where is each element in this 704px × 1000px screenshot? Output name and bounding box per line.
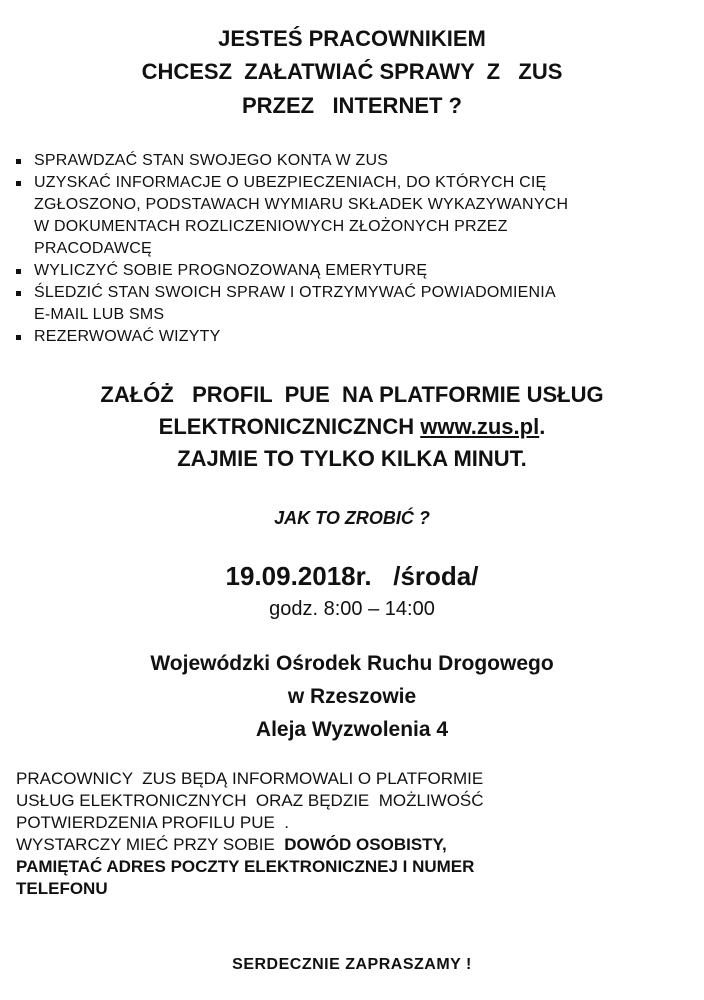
header-line-3: PRZEZ INTERNET ? bbox=[242, 93, 462, 118]
list-item: ŚLEDZIĆ STAN SWOICH SPRAW I OTRZYMYWAĆ POWIADOMIENIA E-MAIL LUB SMS bbox=[14, 282, 694, 326]
info-line: POTWIERDZENIA PROFILU PUE . bbox=[16, 813, 289, 832]
zus-website-link[interactable]: www.zus.pl bbox=[420, 414, 540, 439]
cta-line-3: ZAJMIE TO TYLKO KILKA MINUT. bbox=[177, 446, 527, 471]
info-paragraph bbox=[16, 768, 696, 900]
header-line-1: JESTEŚ PRACOWNIKIEM bbox=[218, 26, 486, 51]
info-line: WYSTARCZY MIEĆ PRZY SOBIE DOWÓD OSOBISTY, bbox=[16, 835, 447, 854]
info-line: PAMIĘTAĆ ADRES POCZTY ELEKTRONICZNEJ I NUMER bbox=[16, 857, 475, 876]
bullet-icon bbox=[16, 159, 21, 164]
benefits-list bbox=[14, 150, 694, 348]
cta-line-2-text: ELEKTRONICZNICZNCH bbox=[158, 414, 421, 439]
cta-line-1: ZAŁÓŻ PROFIL PUE NA PLATFORMIE USŁUG bbox=[100, 382, 604, 407]
list-item: UZYSKAĆ INFORMACJE O UBEZPIECZENIACH, DO KTÓRYCH CIĘ ZGŁOSZONO, PODSTAWACH WYMIARU SKŁADEK WYKAZYWANYCH W DOKUMENTACH ROZLICZENIOWYCH ZŁOŻONYCH PRZEZ PRACODAWCĘ bbox=[14, 172, 694, 260]
list-item: REZERWOWAĆ WIZYTY bbox=[14, 326, 694, 348]
info-line: TELEFONU bbox=[16, 879, 108, 898]
event-date: 19.09.2018r. /środa/ bbox=[225, 561, 479, 591]
cta-line-2-suffix: . bbox=[539, 414, 546, 439]
bullet-icon bbox=[16, 291, 21, 296]
how-to-heading: JAK TO ZROBIĆ ? bbox=[274, 508, 430, 528]
venue-city: w Rzeszowie bbox=[287, 685, 417, 708]
list-item: WYLICZYĆ SOBIE PROGNOZOWANĄ EMERYTURĘ bbox=[14, 260, 694, 282]
cta-line-2 bbox=[0, 414, 704, 440]
venue-address: Aleja Wyzwolenia 4 bbox=[255, 718, 449, 741]
bullet-icon bbox=[16, 269, 21, 274]
list-item: SPRAWDZAĆ STAN SWOJEGO KONTA W ZUS bbox=[14, 150, 694, 172]
event-hours: godz. 8:00 – 14:00 bbox=[269, 598, 435, 620]
info-line: PRACOWNICY ZUS BĘDĄ INFORMOWALI O PLATFORMIE bbox=[16, 769, 484, 788]
venue-name: Wojewódzki Ośrodek Ruchu Drogowego bbox=[150, 652, 554, 675]
info-line: USŁUG ELEKTRONICZNYCH ORAZ BĘDZIE MOŻLIWOŚĆ bbox=[16, 791, 484, 810]
id-document-emphasis: DOWÓD OSOBISTY, bbox=[284, 835, 447, 854]
bullet-icon bbox=[16, 181, 21, 186]
header-line-2: CHCESZ ZAŁATWIAĆ SPRAWY Z ZUS bbox=[141, 59, 563, 84]
closing-invitation: SERDECZNIE ZAPRASZAMY ! bbox=[232, 956, 472, 973]
bullet-icon bbox=[16, 335, 21, 340]
